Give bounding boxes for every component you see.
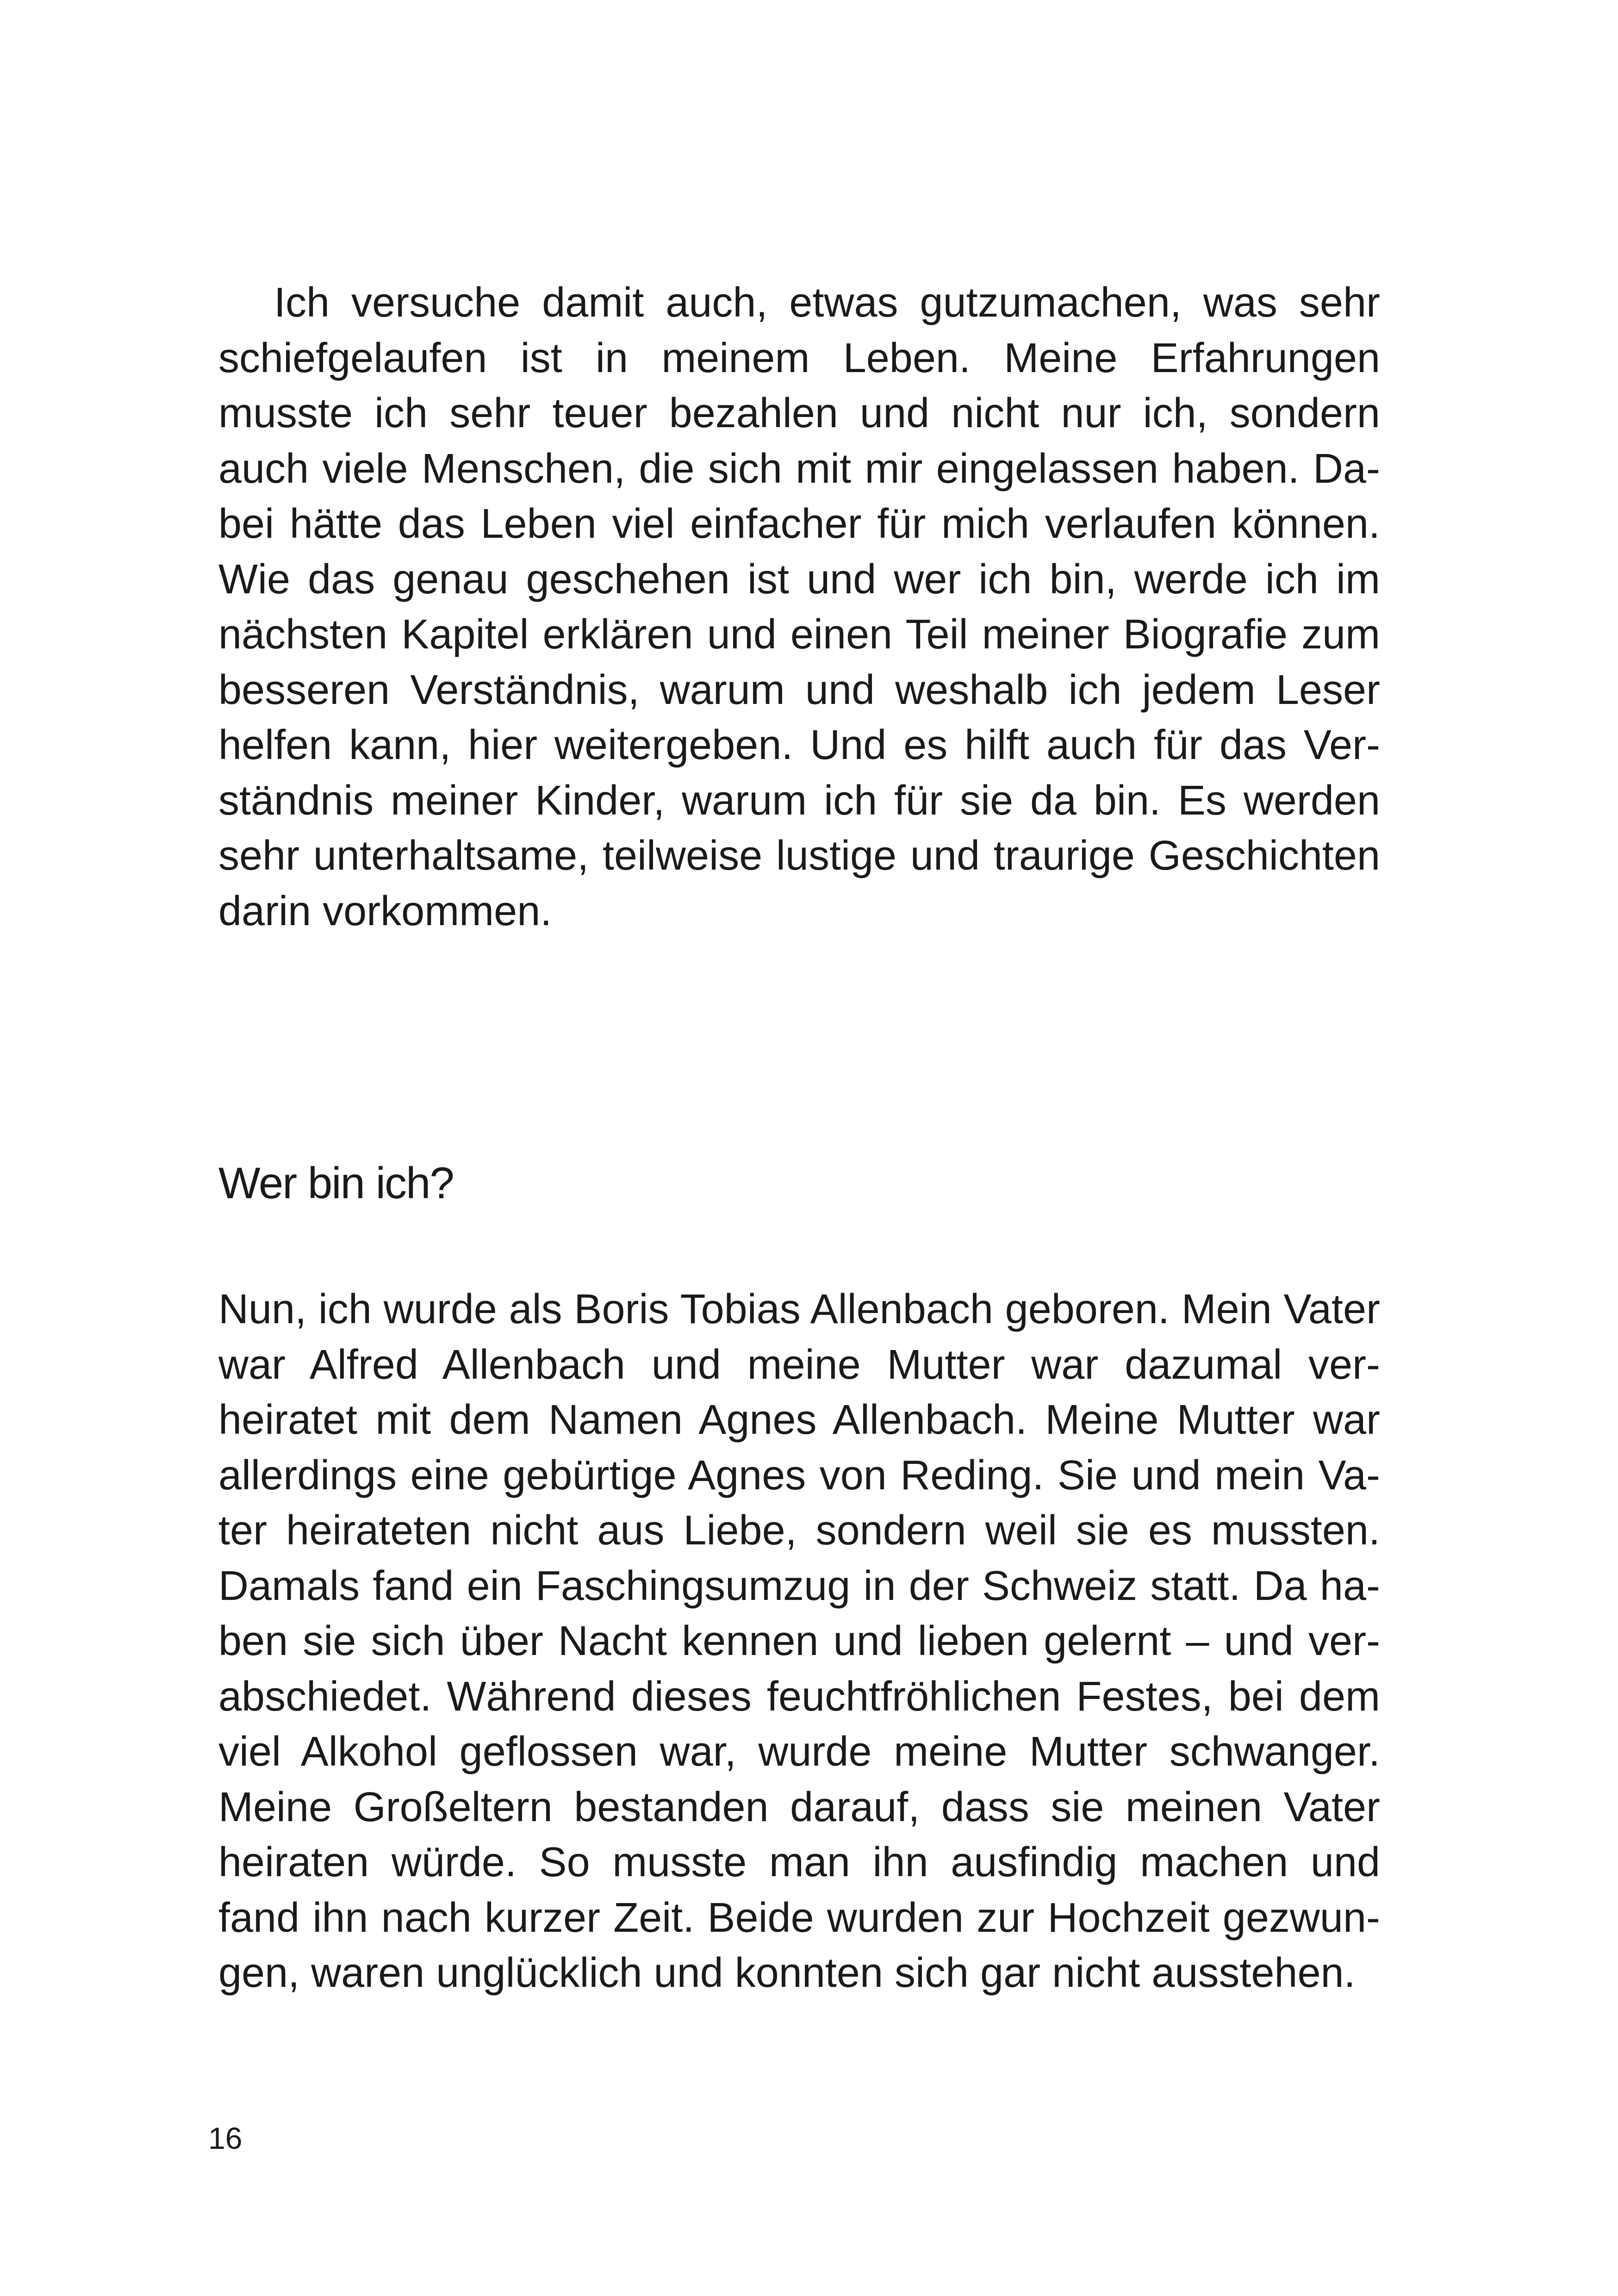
intro-paragraph: Ich versuche damit auch, etwas gutzumachen, was sehr schiefgelaufen ist in meinem Leben. Meine Erfahrungen musste ich sehr teuer bezahlen und nicht nur ich, sondern auch viele Menschen, die sich mit mir eingelassen haben. Dabei hätte das Leben viel einfacher für mich verlaufen können. Wie das genau geschehen ist und wer ich bin, werde ich im nächsten Kapitel erklären und einen Teil meiner Biografie zum besseren Verständnis, warum und weshalb ich jedem Leser helfen kann, hier weitergeben. Und es hilft auch für das Verständnis meiner Kinder, warum ich für sie da bin. Es werden sehr unterhaltsame, teilweise lustige und traurige Geschichten darin vorkommen. — [218, 280, 1380, 934]
section-paragraph: Nun, ich wurde als Boris Tobias Allenbach geboren. Mein Vater war Alfred Allenbach und meine Mutter war dazumal verheiratet mit dem Namen Agnes Allenbach. Meine Mutter war allerdings eine gebürtige Agnes von Reding. Sie und mein Vater heirateten nicht aus Liebe, sondern weil sie es mussten. Damals fand ein Faschingsumzug in der Schweiz statt. Da haben sie sich über Nacht kennen und lieben gelernt – und verabschiedet. Während dieses feuchtfröhlichen Festes, bei dem viel Alkohol geflossen war, wurde meine Mutter schwanger. Meine Großeltern bestanden darauf, dass sie meinen Vater heiraten würde. So musste man ihn ausfindig machen und fand ihn nach kurzer Zeit. Beide wurden zur Hochzeit gezwungen, waren unglücklich und konnten sich gar nicht ausstehen. — [218, 1286, 1380, 1996]
page-number: 16 — [208, 2121, 243, 2155]
section-heading: Wer bin ich? — [218, 1158, 454, 1208]
